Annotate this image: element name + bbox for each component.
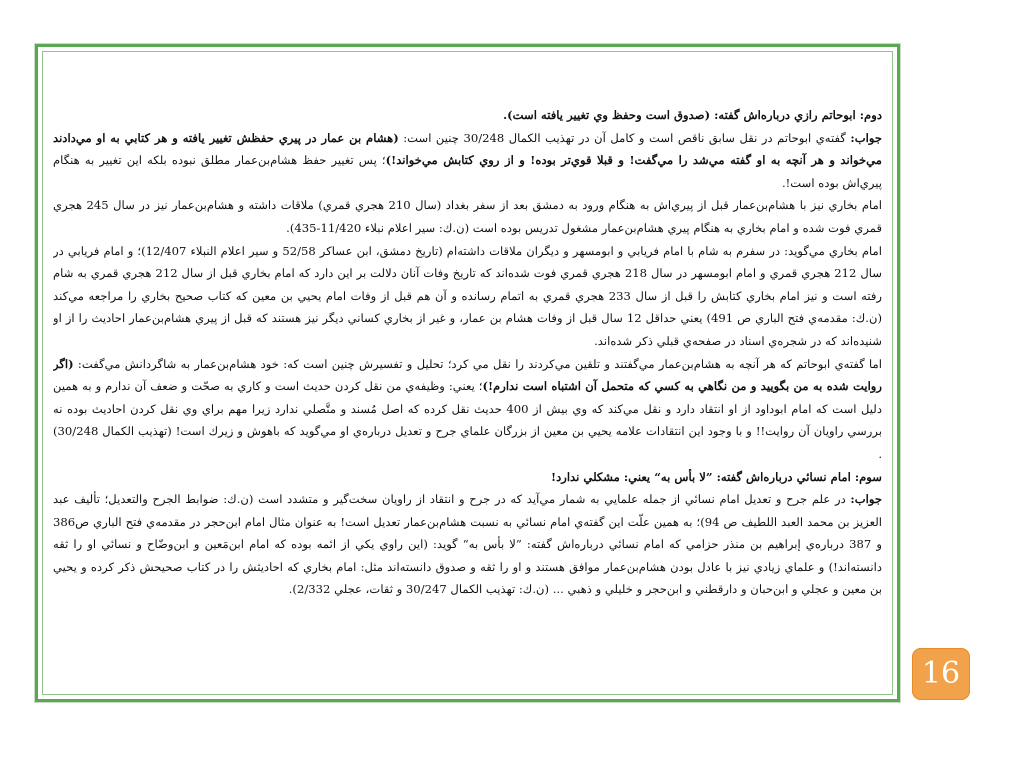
answer-label: جواب: [850, 130, 882, 145]
slide-inner-frame [42, 51, 893, 695]
paragraph-second-criticism: دوم: ابوحاتم رازي درباره‌اش گفته: (صدوق است وحفظ وي تغيير يافته است). [503, 108, 882, 122]
analysis-text: اما گفته‌ي ابوحاتم كه هر آنچه به هشام‌بن‌عمار مي‌گفتند و تلقين مي‌كردند را نقل مي كرد؛ تحليل و تفسيرش چنين است كه: خود هشام‌بن‌عمار به شاگردانش مي‌گفت: [73, 356, 882, 371]
paragraph-third-criticism: سوم: امام نسائي درباره‌اش گفته: ”لا بأس به“ يعني: مشكلي ندارد! [550, 469, 882, 484]
answer-two-text: در علم جرح و تعديل امام نسائي از جمله علمايي به شمار مي‌آيد كه در جرح و انتقاد از راويان سخت‌گير و متشدد است (ن.ك: ضوابط الجرح والتعديل؛ تأليف عبد العزيز بن محمد العبد اللطيف ص 94)؛ به همين علّت اين گفته‌ي امام نسائي به نسبت هشام‌بن‌عمار تعديل است! به عنوان مثال امام ابن‌حجر در مقدمه‌ي فتح الباري ص386 و 387 درباره‌ي إبراهيم بن منذر حزامي كه امام نسائي درباره‌اش گفته: ”لا بأس به“ گويد: (اين راوي يكي از ائمه بوده كه امام ابن‌مَعين و ابن‌وضّاح و نسائي او را ثقه دانسته‌اند!) و علماي زيادي نيز با عادل بودن هشام‌بن‌عمار موافق هستند و او را ثقه و صدوق دانسته‌اند مثل: امام بخاري كه احاديثش را در كتاب صحيحش ذكر كرده و يحيي بن معين و عجلي و ابن‌حبان و دارقطني و ابن‌حجر و خليلي و ذهبي ... (ن.ك: تهذيب الكمال 30/247 و ثقات، عجلي 2/332). [53, 492, 882, 597]
slide-frame [35, 44, 900, 702]
analysis-text-continued: ؛ يعني: وظيفه‌ي من نقل كردن حديث است و كاري به صحّت و ضعف آن ندارم و به همين دليل است كه امام ابوداود از او انتقاد دارد و نقل مي‌كند كه وي بيش از 400 حديث نقل كرده كه اصل مُسند و متَّصلي ندارد زيرا مهم براي وي نقل كردن احاديث بوده نه بررسي راويان آن روايت!! و با وجود اين انتقادات علامه يحيي بن معين از بزرگان علماي جرح و تعديل درباره‌ي او مي‌گويد كه باهوش و زيرك است! (تهذيب الكمال 30/248) . [53, 379, 882, 461]
analysis-quote: (اگر روايت شده به من بگوييد و من نگاهي به كسي كه متحمل آن اشتباه است ندارم!) [53, 356, 882, 394]
answer-quote: (هشام بن عمار در پيري حفظش تغيير يافته و هر كتابي به او مي‌دادند مي‌خواند و هر آنچه به او گفته مي‌شد را مي‌گفت! و قبلا قوي‌تر بوده! و از روي كتابش مي‌خواند!) [53, 130, 882, 168]
answer-text: گفته‌ي ابوحاتم در نقل سابق ناقص است و كامل آن در تهذيب الكمال 30/248 چنين است: [398, 130, 851, 145]
answer-text-continued: ؛ پس تغيير حفظ هشام‌بن‌عمار مطلق نبوده بلكه اين تغيير به هنگام پيري‌اش بوده است!. [53, 153, 882, 190]
paragraph-answer-one [53, 127, 882, 195]
paragraph-answer-two [53, 488, 882, 601]
page-number-badge: 16 [912, 648, 970, 700]
answer-two-label: جواب: [850, 492, 882, 507]
paragraph-bukhari-meeting: امام بخاري نيز با هشام‌بن‌عمار قبل از پيري‌اش به هنگام ورود به دمشق بعد از سفر بغداد (سال 210 هجري قمري) ملاقات داشته و هشام‌بن‌عمار نيز در سال 245 هجري قمري فوت شده و امام بخاري به هنگام پيري هشام‌بن‌عمار مشغول تدريس بوده است (ن.ك: سير اعلام نبلاء 11/420-435). [53, 198, 882, 235]
paragraph-abu-hatim-analysis [53, 353, 882, 466]
paragraph-bukhari-travel: امام بخاري مي‌گويد: در سفرم به شام با امام فريابي و ابومسهر و ديگران ملاقات داشته‌ام (تاريخ دمشق، ابن عساكر 52/58 و سير اعلام النبلاء 12/407)؛ و امام فريابي در سال 212 هجري قمري و امام ابومسهر در سال 218 هجري قمري فوت شده‌اند كه تاريخ وفات آنان دلالت بر اين دارد كه امام بخاري قبل از سال 212 هجري قمري به شام رفته است و نيز امام بخاري كتابش را قبل از سال 233 هجري قمري به اتمام رسانده و آن هم قبل از وفات امام يحيي بن معين كه كتاب صحيح بخاري را مراجعه مي‌كند (ن.ك: مقدمه‌ي فتح الباري ص 491) يعني حداقل 12 سال قبل از وفات هشام بن عمار، و غير از بخاري كساني ديگر نيز هستند كه قبل از پيري هشام‌بن‌عمار احاديث را از او شنيده‌اند كه در شجره‌ي اسناد در صفحه‌ي قبلي ذكر شده‌اند. [53, 243, 882, 348]
slide-body-text [53, 104, 882, 666]
